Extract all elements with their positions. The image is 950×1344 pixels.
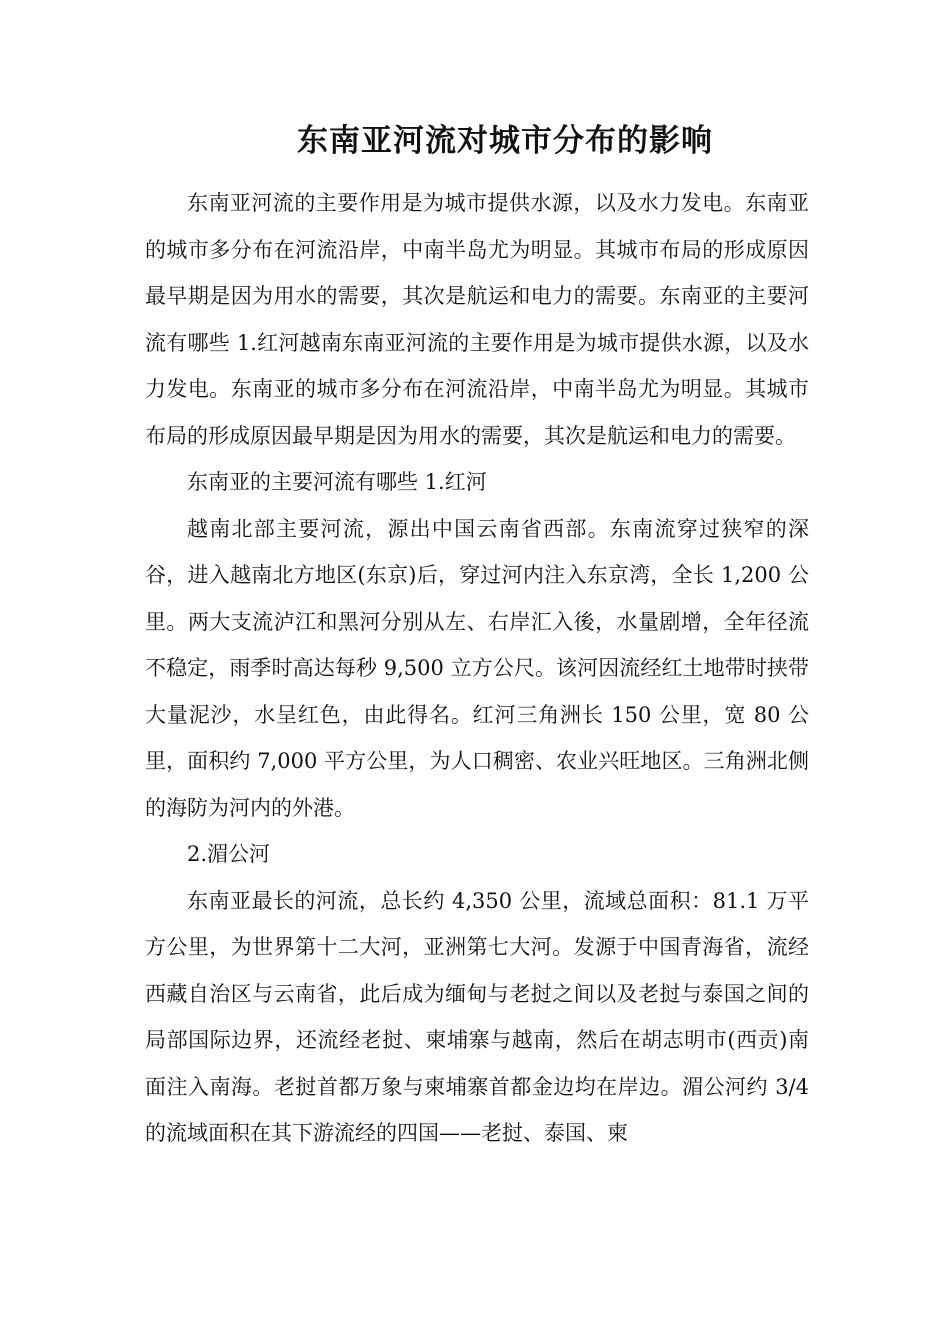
paragraph-red-river: 越南北部主要河流，源出中国云南省西部。东南流穿过狭窄的深谷，进入越南北方地区(东京)后，穿过河内注入东京湾，全长 1,200 公里。两大支流泸江和黑河分别从左、右岸汇入後，水量剧增，全年径流不稳定，雨季时高达每秒 9,500 立方公尺。该河因流经红土地带时挟带大量泥沙，水呈红色，由此得名。红河三角洲长 150 公里，宽 80 公里，面积约 7,000 平方公里，为人口稠密、农业兴旺地区。三角洲北侧的海防为河内的外港。 bbox=[145, 516, 809, 820]
paragraph-intro: 东南亚河流的主要作用是为城市提供水源，以及水力发电。东南亚的城市多分布在河流沿岸，中南半岛尤为明显。其城市布局的形成原因最早期是因为用水的需要，其次是航运和电力的需要。东南亚的主要河流有哪些 1.红河越南东南亚河流的主要作用是为城市提供水源，以及水力发电。东南亚的城市多分布在河流沿岸，中南半岛尤为明显。其城市布局的形成原因最早期是因为用水的需要，其次是航运和电力的需要。 bbox=[145, 191, 809, 448]
paragraph-red-river-heading: 东南亚的主要河流有哪些 1.红河 bbox=[187, 470, 487, 494]
paragraph-mekong: 东南亚最长的河流，总长约 4,350 公里，流域总面积：81.1 万平方公里，为世界第十二大河，亚洲第七大河。发源于中国青海省，流经西藏自治区与云南省，此后成为缅甸与老挝之间以及老挝与泰国之间的局部国际边界，还流经老挝、柬埔寨与越南，然后在胡志明市(西贡)南面注入南海。老挝首都万象与柬埔寨首都金边均在岸边。湄公河约 3/4 的流域面积在其下游流经的四国——老挝、泰国、柬 bbox=[145, 888, 809, 1145]
paragraph-mekong-heading: 2.湄公河 bbox=[187, 842, 271, 866]
document-body bbox=[145, 180, 809, 1157]
document-title: 东南亚河流对城市分布的影响 bbox=[297, 123, 713, 159]
